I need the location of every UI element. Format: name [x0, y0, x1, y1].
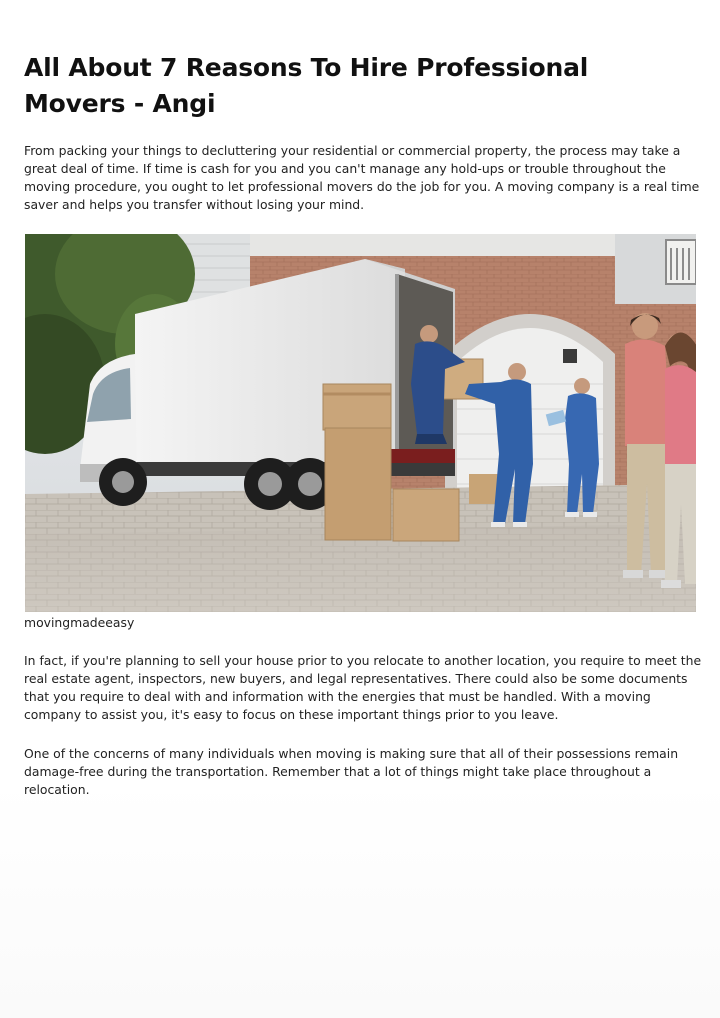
movers-truck-photo: [25, 234, 696, 612]
image-caption: movingmadeeasy: [24, 615, 135, 630]
body-paragraph-3: One of the concerns of many individuals when moving is making sure that all of their possessions remain damage-free during the transportation. Remember that a lot of things might take place throughout a relocation.: [24, 746, 679, 797]
body-paragraph-2: In fact, if you're planning to sell your house prior to you relocate to another location, you require to meet the real estate agent, inspectors, new buyers, and legal representatives. There could also be some documents that you require to deal with and information with the energies that must be handled. With a moving company to assist you, it's easy to focus on these important things prior to you leave.: [24, 653, 702, 722]
page-background-fade: [0, 780, 720, 1018]
article-title: All About 7 Reasons To Hire Professional Movers - Angi: [24, 53, 589, 118]
intro-paragraph: From packing your things to decluttering your residential or commercial property, the process may take a great deal of time. If time is cash for you and you can't manage any hold-ups or trouble throughout the moving procedure, you ought to let professional movers do the job for you. A moving company is a real time saver and helps you transfer without losing your mind.: [24, 143, 700, 212]
movers-photo-illustration: [25, 234, 696, 612]
